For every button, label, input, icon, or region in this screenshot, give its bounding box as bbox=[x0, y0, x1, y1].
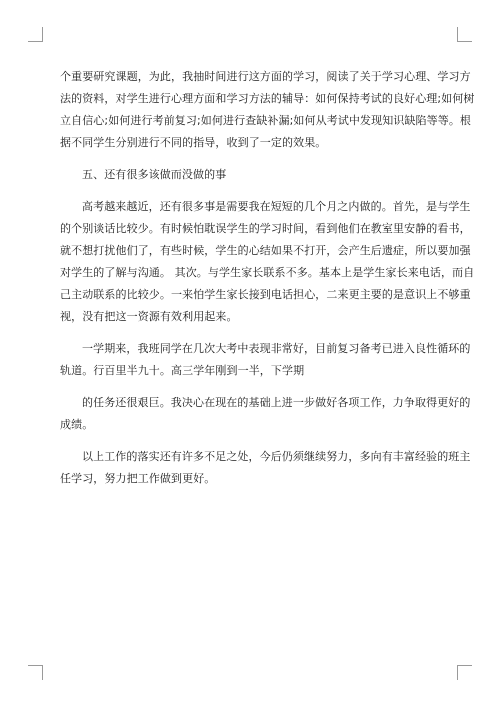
text-line: 就不想打扰他们了，有些时候，学生的心结如果不打开，会产生后遗症，所以要加强 bbox=[60, 244, 471, 257]
text-line: 己主动联系的比较少。一来怕学生家长接到电话担心，二来更主要的是意识上不够重 bbox=[60, 288, 471, 301]
text-line: 的任务还很艰巨。我决心在现在的基础上进一步做好各项工作，力争取得更好的 bbox=[82, 396, 471, 409]
text-line: 以上工作的落实还有许多不足之处，今后仍须继续努力，多向有丰富经验的班主 bbox=[82, 450, 471, 463]
text-line: 个重要研究课题，为此，我抽时间进行这方面的学习，阅读了关于学习心理、学习方 bbox=[60, 70, 471, 83]
text-line: 成绩。 bbox=[60, 418, 94, 431]
text-line: 立自信心;如何进行考前复习;如何进行查缺补漏;如何从考试中发现知识缺陷等等。根 bbox=[60, 114, 472, 127]
paragraph-study-guidance bbox=[60, 66, 475, 154]
paragraph-semester-summary bbox=[60, 338, 471, 382]
text-line: 高考越来越近，还有很多事是需要我在短短的几个月之内做的。首先，是与学生 bbox=[82, 200, 471, 213]
document-body bbox=[60, 66, 475, 500]
section-heading bbox=[60, 164, 444, 186]
text-line: 的个别谈话比较少。有时候怕耽误学生的学习时间，看到他们在教室里安静的看书， bbox=[60, 222, 471, 235]
crop-mark-bottom-left bbox=[28, 665, 43, 680]
heading-line: 五、还有很多该做而没做的事 bbox=[82, 168, 227, 181]
paragraph-conclusion bbox=[60, 446, 471, 490]
paragraph-remaining-tasks bbox=[60, 196, 475, 328]
text-line: 任学习，努力把工作做到更好。 bbox=[60, 472, 216, 485]
text-line: 据不同学生分别进行不同的指导，收到了一定的效果。 bbox=[60, 136, 327, 149]
text-line: 视，没有把这一资源有效利用起来。 bbox=[60, 310, 238, 323]
text-line: 一学期来，我班同学在几次大考中表现非常好，目前复习备考已进入良性循环的 bbox=[82, 342, 471, 355]
text-line: 轨道。行百里半九十。高三学年刚到一半，下学期 bbox=[60, 364, 305, 377]
crop-mark-bottom-right bbox=[457, 665, 472, 680]
text-line: 法的资料，对学生进行心理方面和学习方法的辅导：如何保持考试的良好心理;如何树 bbox=[60, 92, 475, 105]
text-line: 对学生的了解与沟通。 其次。与学生家长联系不多。基本上是学生家长来电话，而自 bbox=[60, 266, 475, 279]
crop-mark-top-left bbox=[28, 27, 43, 42]
paragraph-future-work bbox=[60, 392, 471, 436]
crop-mark-top-right bbox=[457, 27, 472, 42]
